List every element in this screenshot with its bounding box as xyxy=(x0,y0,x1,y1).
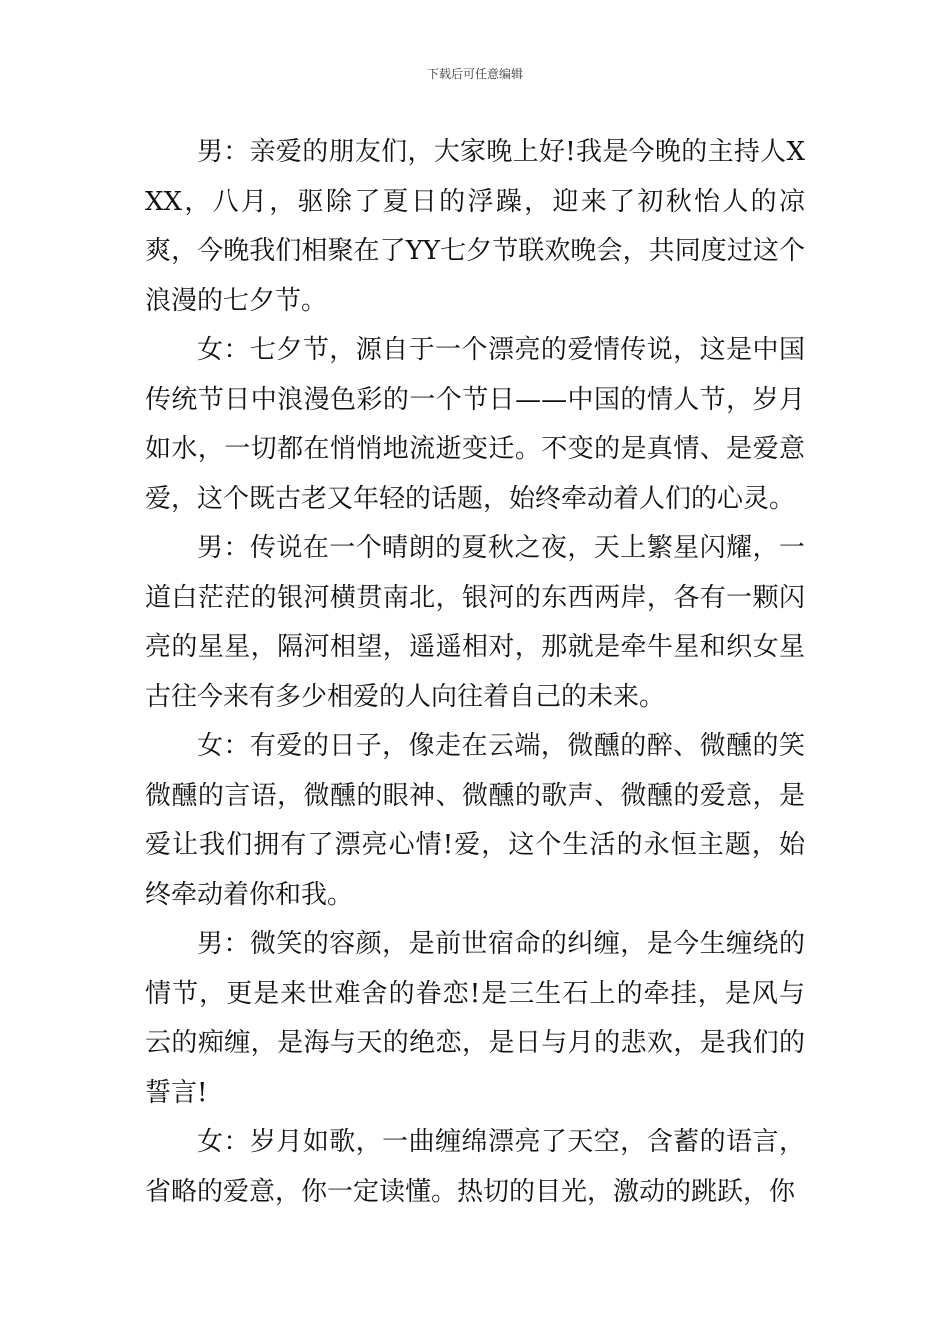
document-body xyxy=(145,128,805,1217)
paragraph-1: 男：亲爱的朋友们，大家晚上好!我是今晚的主持人XXX，八月，驱除了夏日的浮躁，迎来了初秋怡人的凉爽，今晚我们相聚在了YY七夕节联欢晚会，共同度过这个浪漫的七夕节。 xyxy=(145,137,805,316)
paragraph-5: 男：微笑的容颜，是前世宿命的纠缠，是今生缠绕的情节，更是来世难舍的眷恋!是三生石上的牵挂，是风与云的痴缠，是海与天的绝恋，是日与月的悲欢，是我们的誓言! xyxy=(145,929,805,1108)
paragraph-3: 男：传说在一个晴朗的夏秋之夜，天上繁星闪耀，一道白茫茫的银河横贯南北，银河的东西两岸，各有一颗闪亮的星星，隔河相望，遥遥相对，那就是牵牛星和织女星古往今来有多少相爱的人向往着自己的未来。 xyxy=(145,533,805,712)
paragraph-2: 女：七夕节，源自于一个漂亮的爱情传说，这是中国传统节日中浪漫色彩的一个节日——中国的情人节，岁月如水，一切都在悄悄地流逝变迁。不变的是真情、是爱意爱，这个既古老又年轻的话题，始终牵动着人们的心灵。 xyxy=(145,335,805,514)
page-header-note: 下载后可任意编辑 xyxy=(426,67,523,81)
paragraph-6: 女：岁月如歌，一曲缠绵漂亮了天空，含蓄的语言，省略的爱意，你一定读懂。热切的目光，激动的跳跃，你 xyxy=(145,1127,805,1207)
paragraph-4: 女：有爱的日子，像走在云端，微醺的醉、微醺的笑微醺的言语，微醺的眼神、微醺的歌声、微醺的爱意，是爱让我们拥有了漂亮心情!爱，这个生活的永恒主题，始终牵动着你和我。 xyxy=(145,731,805,910)
